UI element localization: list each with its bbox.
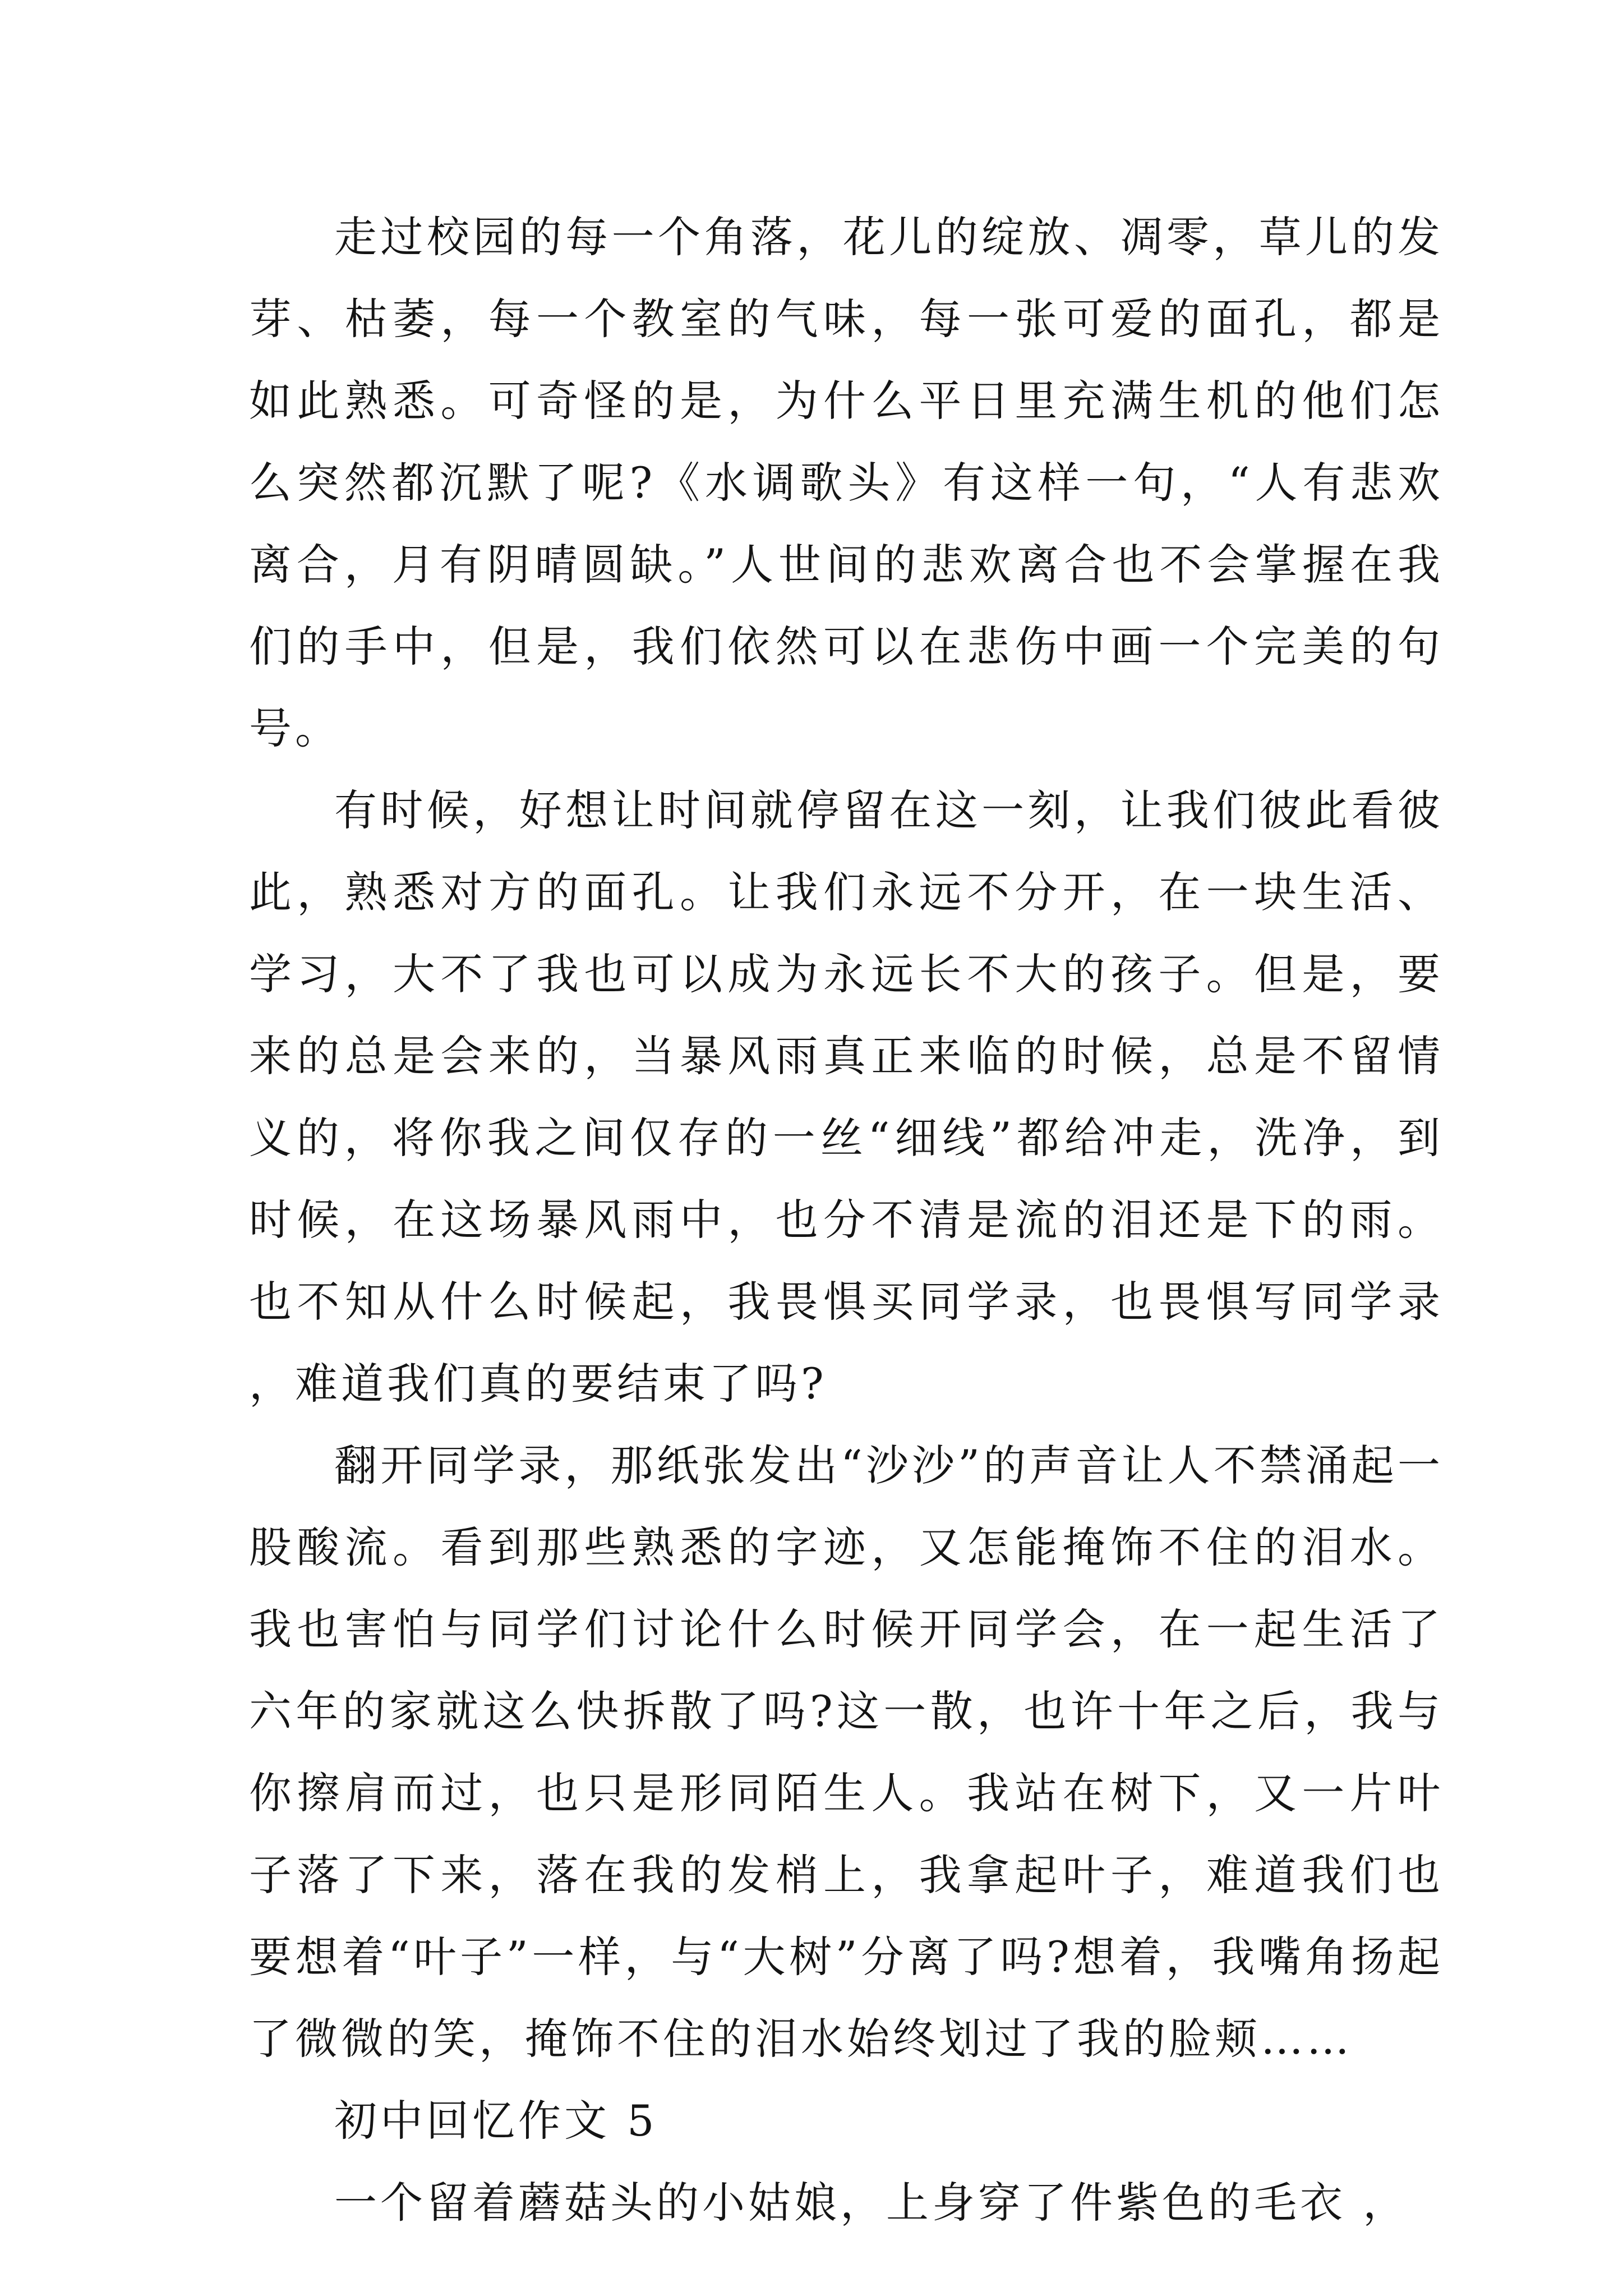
document-body [249, 196, 1444, 2244]
paragraph-mushroom-girl: 一个留着蘑菇头的小姑娘，上身穿了件紫色的毛衣 ， [334, 2178, 1409, 2228]
paragraph-yearbook: 翻开同学录，那纸张发出“沙沙”的声音让人不禁涌起一股酸流。看到那些熟悉的字迹，又怎能掩饰不住的泪水。我也害怕与同学们讨论什么时候开同学会，在一起生活了六年的家就这么快拆散了吗?这一散，也许十年之后，我与你擦肩而过，也只是形同陌生人。我站在树下，又一片叶子落了下来，落在我的发梢上，我拿起叶子，难道我们也要想着“叶子”一样，与“大树”分离了吗?想着，我嘴角扬起了微微的笑，掩饰不住的泪水始终划过了我的脸颊…… [249, 1441, 1444, 2064]
essay-heading: 初中回忆作文 5 [334, 2096, 658, 2146]
paragraph-time-stop: 有时候，好想让时间就停留在这一刻，让我们彼此看彼此，熟悉对方的面孔。让我们永远不分开，在一块生活、学习，大不了我也可以成为永远长不大的孩子。但是，要来的总是会来的，当暴风雨真正来临的时候，总是不留情义的，将你我之间仅存的一丝“细线”都给冲走，洗净，到时候，在这场暴风雨中，也分不清是流的泪还是下的雨。也不知从什么时候起，我畏惧买同学录，也畏惧写同学录，难道我们真的要结束了吗? [249, 785, 1444, 1409]
paragraph-campus-memories: 走过校园的每一个角落，花儿的绽放、凋零，草儿的发芽、枯萎，每一个教室的气味，每一张可爱的面孔，都是如此熟悉。可奇怪的是，为什么平日里充满生机的他们怎么突然都沉默了呢?《水调歌头》有这样一句，“人有悲欢离合，月有阴晴圆缺。”人世间的悲欢离合也不会掌握在我们的手中，但是，我们依然可以在悲伤中画一个完美的句号。 [249, 212, 1444, 753]
